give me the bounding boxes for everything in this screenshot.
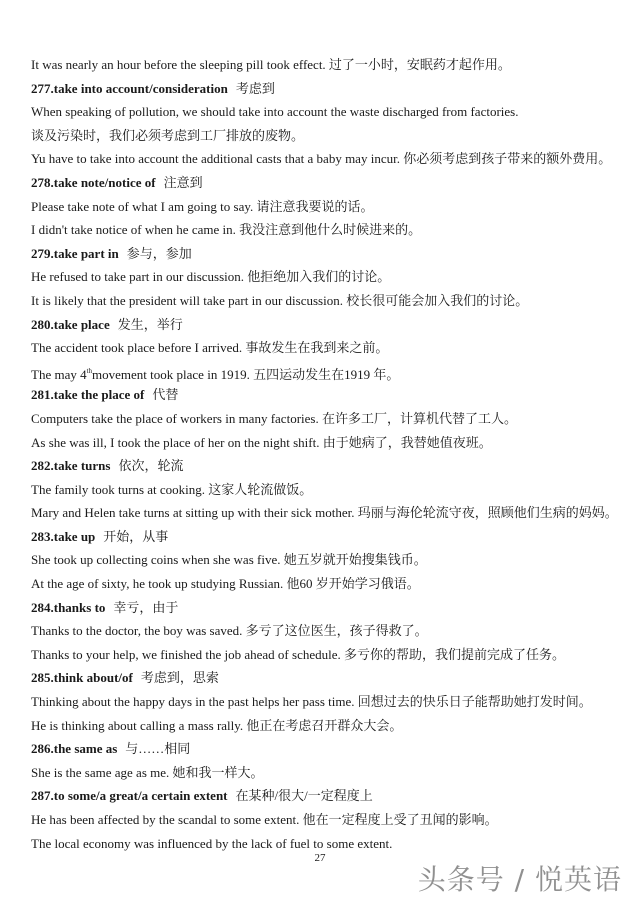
ordinal-superscript: th xyxy=(86,366,93,375)
sentence-part: The may 4 xyxy=(31,366,87,382)
phrase-term: 282.take turns xyxy=(31,458,111,474)
example-sentence: It was nearly an hour before the sleeping pill took effect. 过了一小时，安眠药才起作用。 xyxy=(31,57,511,72)
phrase-gloss: 注意到 xyxy=(163,174,203,190)
phrase-gloss: 考虑到 xyxy=(235,80,275,96)
phrase-gloss: 在某种/很大/一定程度上 xyxy=(235,788,373,804)
phrase-gloss: 依次，轮流 xyxy=(118,458,184,474)
example-sentence: The accident took place before I arrived. 事故发生在我到来之前。 xyxy=(31,340,389,356)
phrase-gloss: 发生，举行 xyxy=(117,316,183,332)
example-sentence: Thinking about the happy days in the past helps her pass time. 回想过去的快乐日子能帮助她打发时间。 xyxy=(31,694,592,710)
phrase-gloss: 与……相同 xyxy=(125,741,191,757)
example-sentence: Mary and Helen take turns at sitting up with their sick mother. 玛丽与海伦轮流守夜，照顾他们生病的妈妈。 xyxy=(31,505,618,521)
phrase-gloss: 幸亏，由于 xyxy=(113,599,179,615)
example-sentence: When speaking of pollution, we should take into account the waste discharged from factories. xyxy=(31,104,519,120)
phrase-heading xyxy=(31,454,621,478)
phrase-heading xyxy=(31,666,621,690)
example-sentence: Thanks to your help, we finished the job ahead of schedule. 多亏你的帮助，我们提前完成了任务。 xyxy=(31,646,565,662)
page-number: 27 xyxy=(314,852,326,864)
example-sentence: He is thinking about calling a mass rally. 他正在考虑召开群众大会。 xyxy=(31,717,403,733)
phrase-heading xyxy=(31,596,621,620)
example-sentence: The local economy was influenced by the lack of fuel to some extent. xyxy=(31,835,393,851)
example-sentence: He refused to take part in our discussion. 他拒绝加入我们的讨论。 xyxy=(31,269,391,285)
phrase-term: 278.take note/notice of xyxy=(31,174,156,190)
phrase-gloss: 代替 xyxy=(152,387,179,403)
sentence-part: movement took place in 1919. 五四运动发生在1919 年。 xyxy=(92,366,400,382)
phrase-term: 281.take the place of xyxy=(31,387,145,403)
example-sentence: At the age of sixty, he took up studying Russian. 他60 岁开始学习俄语。 xyxy=(31,576,420,592)
phrase-term: 284.thanks to xyxy=(31,599,106,615)
example-sentence: 谈及污染时，我们必须考虑到工厂排放的废物。 xyxy=(31,127,305,143)
phrase-heading xyxy=(31,737,621,761)
example-sentence: Please take note of what I am going to say. 请注意我要说的话。 xyxy=(31,198,374,214)
watermark: 头条号 / 悦英语 xyxy=(417,863,622,896)
phrase-term: 286.the same as xyxy=(31,741,118,757)
phrase-gloss: 开始，从事 xyxy=(103,528,169,544)
example-sentence: She is the same age as me. 她和我一样大。 xyxy=(31,764,264,780)
phrase-gloss: 考虑到，思索 xyxy=(140,670,219,686)
example-sentence: Thanks to the doctor, the boy was saved. 多亏了这位医生，孩子得救了。 xyxy=(31,623,428,639)
example-sentence: Yu have to take into account the additional casts that a baby may incur. 你必须考虑到孩子带来的额外费用。 xyxy=(31,151,612,167)
example-sentence: He has been affected by the scandal to some extent. 他在一定程度上受了丑闻的影响。 xyxy=(31,812,498,827)
example-sentence: I didn't take notice of when he came in. 我没注意到他什么时候进来的。 xyxy=(31,222,422,238)
example-sentence: The family took turns at cooking. 这家人轮流做饭。 xyxy=(31,481,313,497)
phrase-term: 280.take place xyxy=(31,316,110,332)
phrase-term: 279.take part in xyxy=(31,245,119,261)
phrase-heading xyxy=(31,383,621,407)
example-sentence: It is likely that the president will take part in our discussion. 校长很可能会加入我们的讨论。 xyxy=(31,292,529,308)
phrase-term: 287.to some/a great/a certain extent xyxy=(31,788,228,804)
phrase-heading xyxy=(31,525,621,549)
example-sentence: She took up collecting coins when she was five. 她五岁就开始搜集钱币。 xyxy=(31,552,427,568)
phrase-gloss: 参与，参加 xyxy=(126,245,192,261)
phrase-term: 283.take up xyxy=(31,528,96,544)
phrase-heading xyxy=(31,313,621,337)
phrase-term: 277.take into account/consideration xyxy=(31,80,228,96)
vocabulary-list xyxy=(31,53,621,855)
phrase-heading xyxy=(31,171,621,195)
phrase-term: 285.think about/of xyxy=(31,670,133,686)
example-sentence xyxy=(31,360,621,384)
example-sentence: As she was ill, I took the place of her on the night shift. 由于她病了，我替她值夜班。 xyxy=(31,434,492,450)
example-sentence: Computers take the place of workers in many factories. 在许多工厂，计算机代替了工人。 xyxy=(31,410,517,426)
phrase-heading xyxy=(31,242,621,266)
phrase-heading xyxy=(31,77,621,101)
phrase-heading xyxy=(31,784,621,808)
